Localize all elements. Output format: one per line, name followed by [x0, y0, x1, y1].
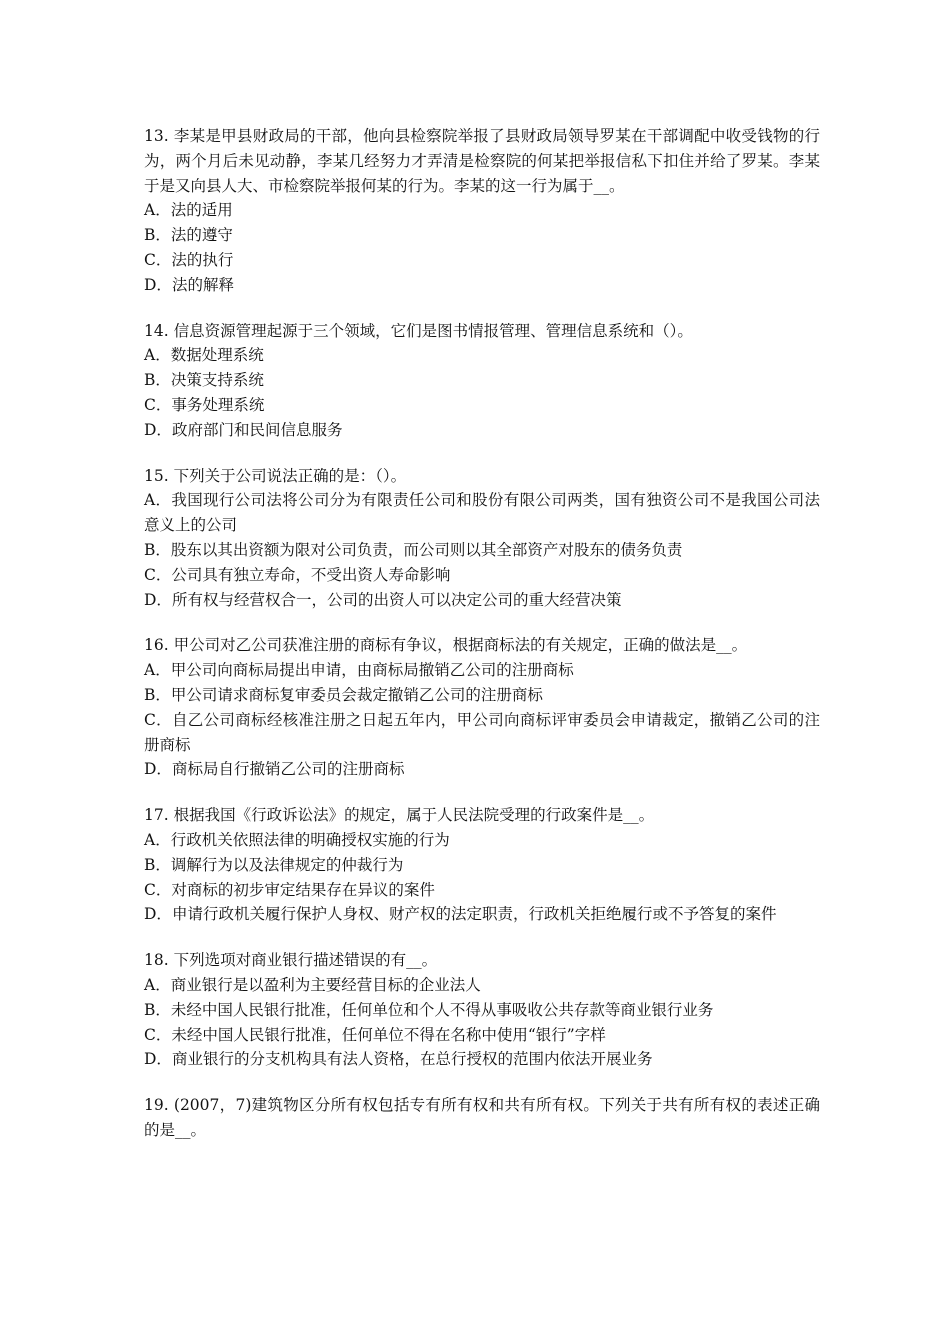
- option-letter: C．: [144, 1025, 172, 1044]
- option-letter: B．: [144, 540, 171, 559]
- option-b: [144, 368, 820, 393]
- question-number: 19.: [144, 1096, 169, 1115]
- option-letter: A．: [144, 346, 171, 365]
- question-text: 根据我国《行政诉讼法》的规定，属于人民法院受理的行政案件是__。: [173, 806, 655, 825]
- question-text: 下列选项对商业银行描述错误的有__。: [173, 951, 438, 970]
- question-number: 16.: [144, 636, 169, 655]
- question-14: [144, 319, 820, 443]
- option-a: [144, 973, 820, 998]
- option-text: 法的遵守: [170, 226, 233, 245]
- question-number: 14.: [144, 321, 169, 340]
- option-text: 股东以其出资额为限对公司负责，而公司则以其全部资产对股东的债务负责: [170, 540, 683, 559]
- option-text: 自乙公司商标经核准注册之日起五年内，甲公司向商标评审委员会申请裁定，撤销乙公司的注册商标: [144, 710, 820, 754]
- option-letter: D．: [144, 905, 172, 924]
- option-d: [144, 902, 820, 927]
- option-c: [144, 393, 820, 418]
- question-17: [144, 803, 820, 927]
- option-d: [144, 588, 820, 613]
- option-text: 未经中国人民银行批准，任何单位和个人不得从事吸收公共存款等商业银行业务: [170, 1000, 714, 1019]
- document-page: [144, 124, 820, 1164]
- option-text: 法的适用: [170, 201, 233, 220]
- option-letter: C．: [144, 880, 172, 899]
- option-text: 政府部门和民间信息服务: [171, 420, 343, 439]
- option-letter: D．: [144, 420, 172, 439]
- option-letter: C．: [144, 250, 172, 269]
- option-c: [144, 708, 820, 758]
- question-text: 李某是甲县财政局的干部，他向县检察院举报了县财政局领导罗某在干部调配中收受钱物的行为，两个月后未见动静，李某几经努力才弄清是检察院的何某把举报信私下扣住并给了罗某。李某于是又向县人大、市检察院举报何某的行为。李某的这一行为属于__。: [144, 127, 820, 195]
- option-letter: B．: [144, 226, 171, 245]
- question-stem: [144, 948, 820, 973]
- question-stem: [144, 464, 820, 489]
- option-text: 商业银行是以盈利为主要经营目标的企业法人: [170, 975, 481, 994]
- question-number: 13.: [144, 127, 169, 145]
- option-letter: B．: [144, 855, 171, 874]
- question-number: 15.: [144, 466, 169, 485]
- question-stem: [144, 1093, 820, 1143]
- option-text: 行政机关依照法律的明确授权实施的行为: [170, 830, 450, 849]
- option-text: 公司具有独立寿命，不受出资人寿命影响: [171, 565, 451, 584]
- option-text: 甲公司请求商标复审委员会裁定撤销乙公司的注册商标: [170, 685, 543, 704]
- option-text: 事务处理系统: [171, 395, 265, 414]
- option-text: 决策支持系统: [170, 371, 264, 390]
- option-a: [144, 343, 820, 368]
- option-c: [144, 878, 820, 903]
- option-letter: A．: [144, 661, 171, 680]
- question-stem: [144, 633, 820, 658]
- option-letter: A．: [144, 491, 172, 510]
- option-a: [144, 658, 820, 683]
- option-d: [144, 1047, 820, 1072]
- option-d: [144, 273, 820, 298]
- option-text: 法的执行: [171, 250, 234, 269]
- option-letter: B．: [144, 1000, 171, 1019]
- option-a: [144, 198, 820, 223]
- question-19: [144, 1093, 820, 1143]
- option-text: 未经中国人民银行批准，任何单位不得在名称中使用“银行”字样: [171, 1025, 606, 1044]
- question-text: 下列关于公司说法正确的是：（）。: [173, 466, 407, 485]
- option-letter: B．: [144, 371, 171, 390]
- option-letter: A．: [144, 830, 171, 849]
- option-d: [144, 757, 820, 782]
- option-c: [144, 248, 820, 273]
- question-number: 17.: [144, 806, 169, 825]
- option-b: [144, 538, 820, 563]
- option-letter: B．: [144, 685, 171, 704]
- question-15: [144, 464, 820, 613]
- question-13: [144, 124, 820, 298]
- option-b: [144, 998, 820, 1023]
- option-b: [144, 683, 820, 708]
- question-stem: [144, 124, 820, 198]
- question-text: 甲公司对乙公司获准注册的商标有争议，根据商标法的有关规定，正确的做法是__。: [173, 636, 748, 655]
- option-text: 商业银行的分支机构具有法人资格，在总行授权的范围内依法开展业务: [171, 1050, 653, 1069]
- question-text: (2007，7)建筑物区分所有权包括专有所有权和共有所有权。下列关于共有所有权的表述正确的是__。: [144, 1096, 821, 1139]
- option-letter: D．: [144, 590, 172, 609]
- option-a: [144, 828, 820, 853]
- question-text: 信息资源管理起源于三个领域，它们是图书情报管理、管理信息系统和（）。: [173, 321, 693, 340]
- question-18: [144, 948, 820, 1072]
- option-c: [144, 1023, 820, 1048]
- option-letter: C．: [144, 710, 172, 729]
- question-number: 18.: [144, 951, 169, 970]
- option-text: 所有权与经营权合一，公司的出资人可以决定公司的重大经营决策: [171, 590, 622, 609]
- question-stem: [144, 319, 820, 344]
- option-letter: C．: [144, 395, 172, 414]
- option-a: [144, 488, 820, 538]
- option-text: 对商标的初步审定结果存在异议的案件: [171, 880, 435, 899]
- question-stem: [144, 803, 820, 828]
- option-d: [144, 418, 820, 443]
- option-text: 申请行政机关履行保护人身权、财产权的法定职责，行政机关拒绝履行或不予答复的案件: [171, 905, 777, 924]
- option-c: [144, 563, 820, 588]
- option-text: 甲公司向商标局提出申请，由商标局撤销乙公司的注册商标: [170, 661, 574, 680]
- option-b: [144, 853, 820, 878]
- question-16: [144, 633, 820, 782]
- option-letter: D．: [144, 1050, 172, 1069]
- option-letter: A．: [144, 975, 171, 994]
- option-letter: D．: [144, 275, 172, 294]
- option-text: 我国现行公司法将公司分为有限责任公司和股份有限公司两类，国有独资公司不是我国公司法意义上的公司: [144, 491, 820, 535]
- option-letter: C．: [144, 565, 172, 584]
- option-text: 数据处理系统: [170, 346, 264, 365]
- option-text: 法的解释: [171, 275, 234, 294]
- option-letter: D．: [144, 760, 172, 779]
- option-text: 商标局自行撤销乙公司的注册商标: [171, 760, 405, 779]
- option-b: [144, 223, 820, 248]
- option-text: 调解行为以及法律规定的仲裁行为: [170, 855, 404, 874]
- option-letter: A．: [144, 201, 171, 220]
